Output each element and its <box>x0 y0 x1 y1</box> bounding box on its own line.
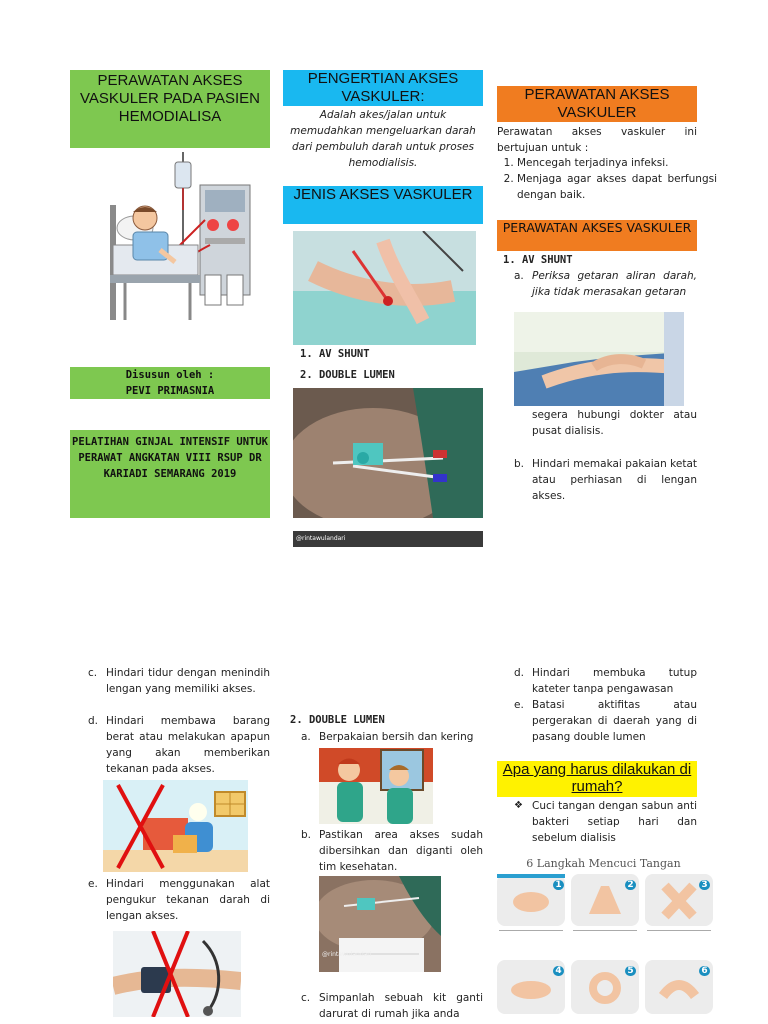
catheter-photo-caption: @rintawulandari <box>322 951 372 958</box>
care-title: PERAWATAN AKSES VASKULER <box>497 86 697 122</box>
dl-item-d: d. Hindari membuka tutup kateter tanpa pengawasan <box>514 667 697 695</box>
pulse-check-photo <box>514 312 684 406</box>
dl-item-c: c. Simpanlah sebuah kit ganti darurat di rumah jika anda <box>301 992 483 1020</box>
handwash-step-caption <box>499 930 563 949</box>
handwash-step-caption <box>647 930 711 949</box>
author-name: PEVI PRIMASNIA <box>125 385 215 397</box>
handwash-title: 6 Langkah Mencuci Tangan <box>526 857 681 870</box>
home-care-bullet: ❖ Cuci tangan dengan sabun anti bakteri setiap hari dan sebelum dialisis <box>514 800 697 844</box>
care-item-e: e. Hindari menggunakan alat pengukur tekanan darah di lengan akses. <box>88 878 270 922</box>
no-lifting-illustration <box>103 780 248 872</box>
definition-title: PENGERTIAN AKSES VASKULER: <box>283 70 483 106</box>
dl-item-e: e. Batasi aktifitas atau pergerakan di daerah yang di pasang double lumen <box>514 699 697 743</box>
step-number: 2 <box>625 880 636 890</box>
home-care-title: Apa yang harus dilakukan di rumah? <box>497 761 697 797</box>
step-number: 4 <box>553 966 564 976</box>
care-item-b: b. Hindari memakai pakaian ketat atau perhiasan di lengan akses. <box>514 458 697 502</box>
double-lumen-photo-caption-bar: @rintawulandari <box>293 531 483 547</box>
hemodialysis-illustration <box>105 150 255 320</box>
care-title-2: PERAWATAN AKSES VASKULER <box>497 220 697 251</box>
care-goals <box>497 155 717 203</box>
care-item-a-cont: segera hubungi dokter atau pusat dialisis. <box>532 409 697 437</box>
author-box <box>70 367 270 399</box>
training-box: PELATIHAN GINJAL INTENSIF UNTUK PERAWAT ANGKATAN VIII RSUP DR KARIADI SEMARANG 2019 <box>70 430 270 518</box>
av-shunt-photo <box>293 231 476 345</box>
type-double-lumen: 2. DOUBLE LUMEN <box>300 369 395 381</box>
double-lumen-photo <box>293 388 483 518</box>
step-number: 3 <box>699 880 710 890</box>
care-item-d: d. Hindari membawa barang berat atau melakukan apapun yang akan memberikan tekanan pada akses. <box>88 715 270 775</box>
types-title: JENIS AKSES VASKULER <box>283 186 483 224</box>
handwash-step-caption <box>573 930 637 949</box>
clean-clothes-illustration <box>319 748 433 824</box>
type-av-shunt: 1. AV SHUNT <box>300 348 370 360</box>
handwash-steps <box>497 874 713 1024</box>
no-bp-cuff-illustration <box>113 931 241 1017</box>
care-item-c: c. Hindari tidur dengan menindih lengan yang memiliki akses. <box>88 667 270 695</box>
dl-item-a: a. Berpakaian bersih dan kering <box>301 731 474 743</box>
step-number: 6 <box>699 966 710 976</box>
definition-text: Adalah akes/jalan untuk memudahkan mengeluarkan darah dari pembuluh darah untuk proses hemodialisis. <box>290 109 476 169</box>
double-lumen-heading: 2. DOUBLE LUMEN <box>290 714 385 726</box>
goal-item: 2. Menjaga agar akses dapat berfungsi dengan baik. <box>517 171 717 203</box>
step-number: 1 <box>553 880 564 890</box>
diamond-bullet-icon: ❖ <box>514 800 523 811</box>
step-number: 5 <box>625 966 636 976</box>
main-title: PERAWATAN AKSES VASKULER PADA PASIEN HEMODIALISA <box>70 70 270 148</box>
av-shunt-heading: 1. AV SHUNT <box>503 254 573 266</box>
care-item-a: a. Periksa getaran aliran darah, jika tidak merasakan getaran <box>514 270 697 298</box>
care-intro: Perawatan akses vaskuler ini bertujuan untuk : <box>497 126 697 154</box>
dl-item-b: b. Pastikan area akses sudah dibersihkan dan diganti oleh tim kesehatan. <box>301 829 483 873</box>
goal-item: 1. Mencegah terjadinya infeksi. <box>517 155 717 171</box>
author-label: Disusun oleh : <box>125 369 215 381</box>
